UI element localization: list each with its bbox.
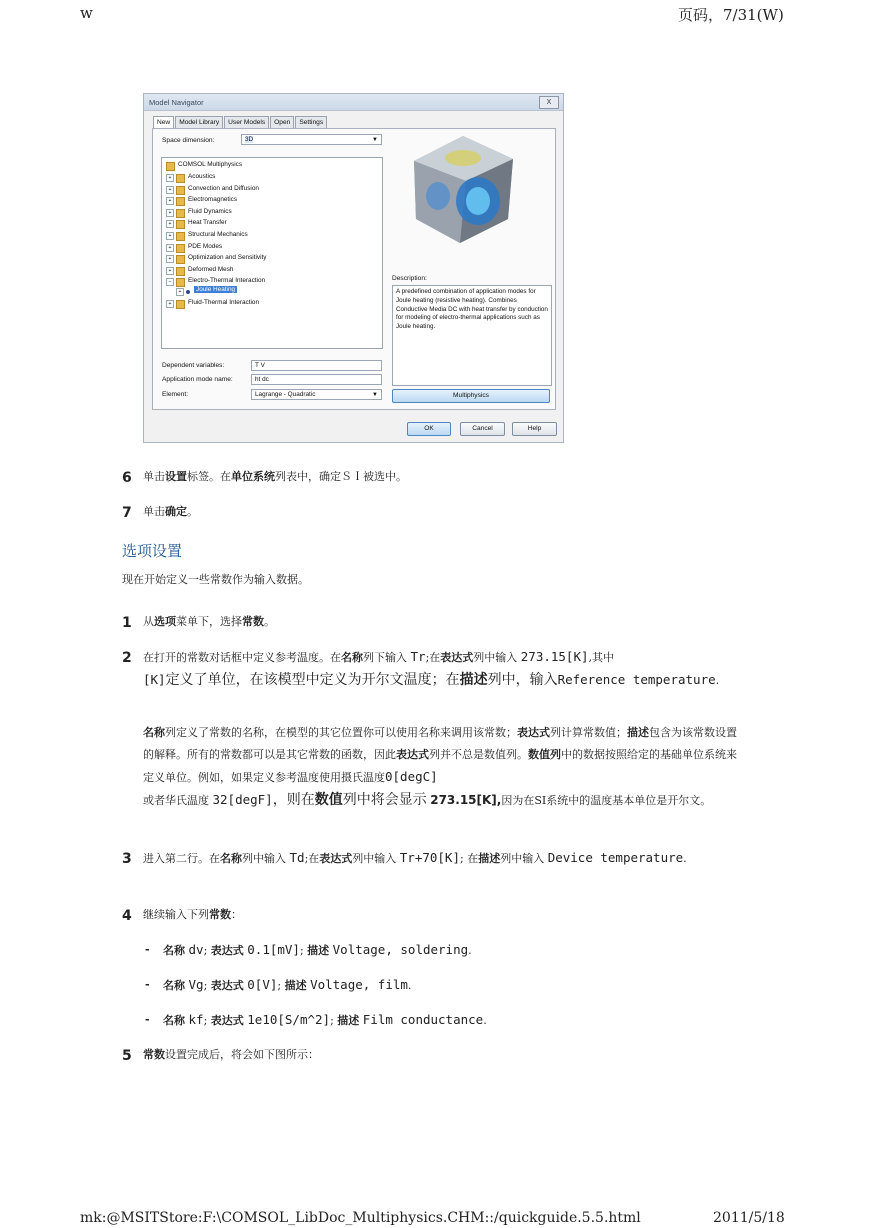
dialog-title-bar xyxy=(144,94,563,111)
expand-icon: + xyxy=(176,288,184,296)
page-header-right: 页码，7/31(W) xyxy=(678,6,784,24)
constants-explanation: 名称列定义了常数的名称，在模型的其它位置你可以使用名称来调用该常数；表达式列计算常数值；描述包含为该常数设置的解释。所有的常数都可以是其它常数的函数，因此表达式列并不总是数值列。数值列中的数据按照给定的基础单位系统来定义单位。例如，如果定义参考温度使用摄氏温度0[degC] 或者华氏温度 32[degF]，则在数值列中将会显示 273.15[K],因为在SI系统中的温度基本单位是开尔文。 xyxy=(143,726,737,808)
folder-icon xyxy=(176,209,185,218)
page-header-left: w xyxy=(80,4,93,22)
application-mode-label: Application mode name: xyxy=(162,376,233,383)
application-mode-tree[interactable]: COMSOL Multiphysics + Acoustics + Convection and Diffusion + Electromagnetics + Fluid Dynamics + Heat Transfer + Structural Mechanics + PDE Modes + Optimization and Sensitivity + Deformed Mesh − Electro-Thermal Interaction + Joule Heating + Fluid-Thermal Interaction xyxy=(161,157,383,349)
multiphysics-button[interactable]: Multiphysics xyxy=(392,389,550,403)
folder-icon xyxy=(176,186,185,195)
ok-button[interactable]: OK xyxy=(407,422,451,436)
expand-icon[interactable]: + xyxy=(166,244,174,252)
tree-item-label: Deformed Mesh xyxy=(188,265,234,273)
expand-icon[interactable]: + xyxy=(166,255,174,263)
space-dimension-label: Space dimension: xyxy=(162,137,215,144)
space-dimension-select[interactable] xyxy=(241,134,382,145)
expand-icon[interactable]: + xyxy=(166,186,174,194)
tree-item-label: Electromagnetics xyxy=(188,196,238,204)
folder-icon xyxy=(176,300,185,309)
folder-icon xyxy=(176,278,185,287)
cancel-button[interactable]: Cancel xyxy=(460,422,505,436)
tree-item-label: Acoustics xyxy=(188,173,216,180)
section-intro: 现在开始定义一些常数作为输入数据。 xyxy=(122,573,309,586)
folder-icon xyxy=(176,174,185,183)
dependent-variables-label: Dependent variables: xyxy=(162,362,225,369)
tree-item-label: Structural Mechanics xyxy=(188,231,248,238)
collapse-icon[interactable]: − xyxy=(166,278,174,286)
folder-icon xyxy=(176,267,185,276)
expand-icon[interactable]: + xyxy=(166,209,174,217)
model-navigator-dialog xyxy=(143,93,564,443)
dialog-tabs xyxy=(153,116,328,128)
description-label: Description: xyxy=(392,275,427,282)
mode-icon xyxy=(186,290,190,294)
folder-icon xyxy=(176,197,185,206)
help-button[interactable]: Help xyxy=(512,422,557,436)
tree-item-label: Convection and Diffusion xyxy=(188,184,259,192)
expand-icon: + xyxy=(166,300,174,308)
tab-open[interactable]: Open xyxy=(270,116,294,129)
tab-model-library[interactable]: Model Library xyxy=(175,116,223,129)
page-footer-left: mk:@MSITStore:F:\COMSOL_LibDoc_Multiphysics.CHM::/quickguide.5.5.html xyxy=(80,1210,641,1226)
folder-icon xyxy=(166,162,175,171)
application-mode-field[interactable]: ht dc xyxy=(251,374,382,385)
tab-new[interactable]: New xyxy=(153,116,174,130)
chevron-down-icon: ▼ xyxy=(372,137,378,143)
dependent-variables-field[interactable]: T V xyxy=(251,360,382,371)
comsol-cube-image xyxy=(408,131,518,251)
tree-item-label: Optimization and Sensitivity xyxy=(188,254,267,262)
folder-icon xyxy=(176,244,185,253)
expand-icon[interactable]: + xyxy=(166,232,174,240)
tree-item-label: Heat Transfer xyxy=(188,219,227,227)
tab-settings[interactable]: Settings xyxy=(295,116,327,129)
folder-icon xyxy=(176,220,185,229)
tree-item-label: Fluid Dynamics xyxy=(188,207,232,215)
element-label: Element: xyxy=(162,391,189,398)
folder-icon xyxy=(176,232,185,241)
page-footer-right: 2011/5/18 xyxy=(713,1210,785,1226)
tree-item-label: PDE Modes xyxy=(188,242,223,250)
tab-user-models[interactable]: User Models xyxy=(224,116,269,129)
close-icon[interactable]: X xyxy=(539,96,559,109)
description-box: A predefined combination of application modes for Joule heating (resistive heating). Combines Conductive Media DC with heat transfer by conduction for modeling of electro-thermal applications such as Joule heating. xyxy=(392,285,552,386)
chevron-down-icon: ▼ xyxy=(372,392,378,398)
folder-icon xyxy=(176,255,185,264)
element-select[interactable]: Lagrange - Quadratic ▼ xyxy=(251,389,382,400)
expand-icon[interactable]: + xyxy=(166,267,174,275)
expand-icon[interactable]: + xyxy=(166,197,174,205)
section-title: 选项设置 xyxy=(122,542,183,560)
new-tab-panel xyxy=(152,128,556,410)
dialog-title: Model Navigator xyxy=(149,98,204,107)
tree-item-label: Electro-Thermal Interaction xyxy=(188,277,266,285)
expand-icon[interactable]: + xyxy=(166,220,174,228)
expand-icon[interactable]: + xyxy=(166,174,174,182)
space-dimension-value: 3D xyxy=(245,136,254,143)
